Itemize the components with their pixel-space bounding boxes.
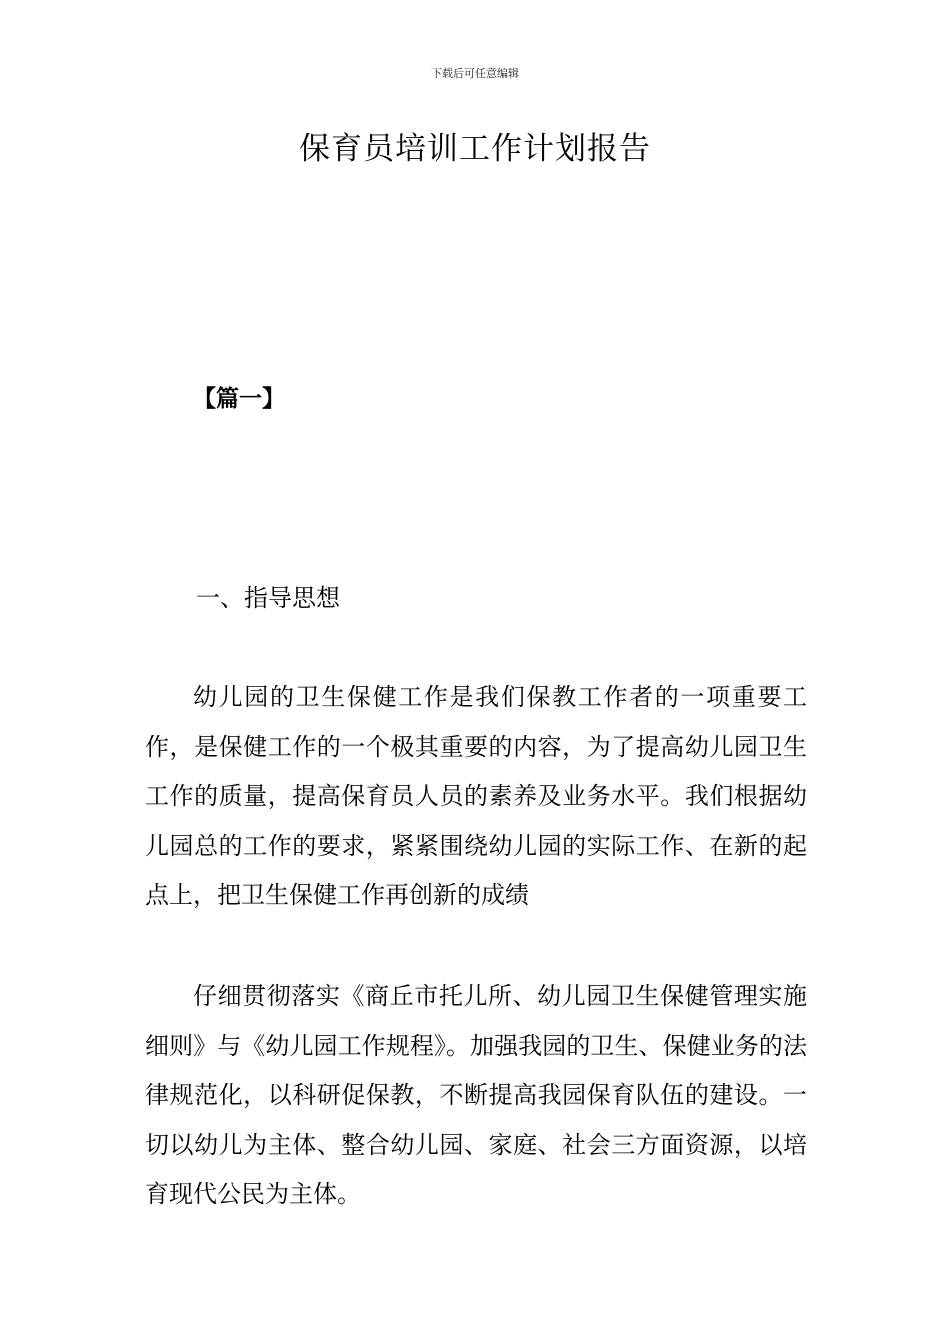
body-paragraph: 幼儿园的卫生保健工作是我们保教工作者的一项重要工作，是保健工作的一个极其重要的内容，为了提高幼儿园卫生工作的质量，提高保育员人员的素养及业务水平。我们根据幼儿园总的工作的要求，紧紧围绕幼儿园的实际工作、在新的起点上，把卫生保健工作再创新的成绩 [145,683,807,909]
section-label: 【篇一】 [193,386,285,412]
document-title: 保育员培训工作计划报告 [299,131,651,167]
body-paragraph: 仔细贯彻落实《商丘市托儿所、幼儿园卫生保健管理实施细则》与《幼儿园工作规程》。加强我园的卫生、保健业务的法律规范化，以科研促保教，不断提高我园保育队伍的建设。一切以幼儿为主体、整合幼儿园、家庭、社会三方面资源，以培育现代公民为主体。 [145,982,807,1208]
section-heading: 一、指导思想 [196,584,340,612]
header-note: 下载后可任意编辑 [431,67,519,80]
